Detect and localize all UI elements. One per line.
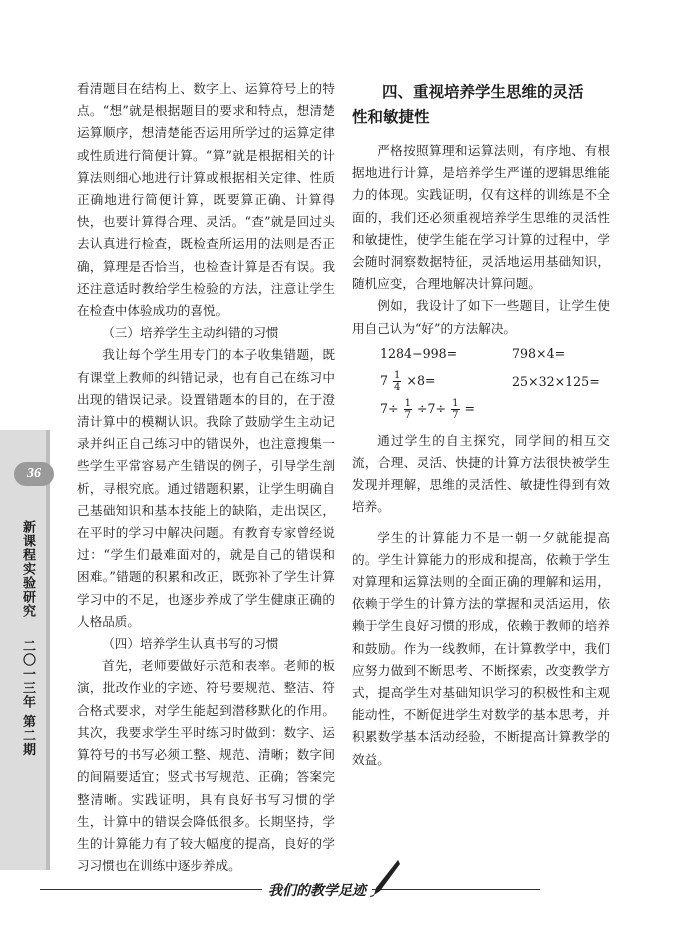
math-exercises	[352, 340, 610, 424]
math-expression	[352, 370, 512, 393]
math-text: =	[464, 401, 476, 417]
paragraph: 看清题目在结构上、数字上、运算符号上的特点。“想”就是根据题目的要求和特点，想清楚运算顺序，想清楚能否运用所学过的运算定律或性质进行简便计算。“算”就是根据相关的计算法则细心地进行计算或根据相关定律、性质正确地进行简便计算，既要算正确、计算得快，也要计算得合理、灵活。“查”就是回过头去认真进行检查，既检查所运用的法则是否正确，算理是否恰当，也检查计算是否有误。我还注意适时教给学生检验的方法，注意让学生在检查中体验成功的喜悦。	[77, 81, 335, 319]
math-text: 7	[380, 373, 389, 389]
section-title-line: 性和敏捷性	[352, 108, 430, 126]
math-row	[352, 396, 610, 424]
fraction-denominator: 4	[394, 382, 401, 394]
paragraph: 例如，我设计了如下一些题目，让学生使用自己认为“好”的方法解决。	[352, 298, 610, 336]
pen-nib-icon	[368, 858, 402, 898]
paragraph: 首先，老师要做好示范和表率。老师的板演，批改作业的字迹、符号要规范、整洁、符合格式要求，对学生能起到潜移默化的作用。其次，我要求学生平时练习时做到：数字、运算符号的书写必须工整、规范、清晰；数字间的间隔要适宜；竖式书写规范、正确；答案完整清晰。实践证明，具有良好书写习惯的学生，计算中的错误会降低很多。长期坚持，学生的计算能力有了较大幅度的提高，良好的学习习惯也在训练中逐步养成。	[77, 658, 335, 874]
fraction	[393, 370, 401, 393]
subheading: （四）培养学生认真书写的习惯	[102, 636, 279, 652]
subheading: （三）培养学生主动纠错的习惯	[102, 325, 279, 341]
math-text: ×8=	[406, 373, 436, 389]
journal-issue: 二〇一三年 第二期	[20, 639, 35, 757]
math-row	[352, 368, 610, 396]
fraction	[404, 398, 412, 421]
paragraph: 学生的计算能力不是一朝一夕就能提高的。学生计算能力的形成和提高，依赖于学生对算理和运算法则的全面正确的理解和运用，依赖于学生的计算方法的掌握和灵活运用，依赖于学生良好习惯的形成，依赖于教师的培养和鼓励。作为一线教师，在计算教学中，我们应努力做到不断思考、不断探索，改变教学方式，提高学生对基础知识学习的积极性和主观能动性，不断促进学生对数学的基本思考，并积累数学基本活动经验，不断提高计算教学的效益。	[352, 529, 610, 767]
section-title	[352, 80, 610, 130]
right-column	[352, 78, 610, 771]
paragraph: 通过学生的自主探究，同学间的相互交流，合理、灵活、快捷的计算方法很快被学生发现并理解，思维的灵活性、敏捷性得到有效培养。	[352, 432, 610, 515]
fraction	[451, 398, 459, 421]
math-expression: 25×32×125=	[512, 374, 600, 390]
paragraph: 我让每个学生用专门的本子收集错题，既有课堂上教师的纠错记录，也有自己在练习中出现的错误记录。设置错题本的目的，在于澄清计算中的模糊认识。我除了鼓励学生主动记录并纠正自己练习中的错误外，也注意搜集一些学生平常容易产生错误的例子，引导学生剖析，寻根究底。通过错题积累，让学生明确自己基础知识和基本技能上的缺陷，走出误区，在平时的学习中解决问题。有教育专家曾经说过：“学生们最难面对的，就是自己的错误和困难。”错题的积累和改正，既弥补了学生计算学习中的不足，也逐步养成了学生健康正确的人格品质。	[77, 347, 335, 629]
page-number: 36	[14, 462, 54, 486]
math-expression: 798×4=	[512, 346, 566, 362]
math-expression: 1284−998=	[380, 346, 458, 362]
left-column	[77, 78, 335, 877]
fraction-denominator: 7	[452, 410, 459, 422]
footer-title: 我们的教学足迹	[262, 880, 372, 900]
journal-name: 新课程实验研究	[20, 520, 35, 618]
fraction-denominator: 7	[404, 410, 411, 422]
math-text: ÷7÷	[416, 401, 447, 417]
fraction-numerator: 1	[404, 398, 411, 410]
fraction-numerator: 1	[452, 398, 459, 410]
journal-title	[16, 520, 38, 757]
math-row	[352, 340, 610, 368]
math-text: 7÷	[380, 401, 399, 417]
margin-band-edge	[46, 430, 50, 870]
fraction-numerator: 1	[394, 370, 401, 382]
math-expression	[352, 398, 475, 421]
paragraph: 严格按照算理和运算法则，有序地、有根据地进行计算，是培养学生严谨的逻辑思维能力的体现。实践证明，仅有这样的训练是不全面的，我们还必须重视培养学生思维的灵活性和敏捷性，使学生能在学习计算的过程中，学会随时洞察数据特征，灵活地运用基础知识，随机应变，合理地解决计算问题。	[352, 143, 610, 292]
section-title-line: 四、重视培养学生思维的灵活	[382, 83, 584, 101]
